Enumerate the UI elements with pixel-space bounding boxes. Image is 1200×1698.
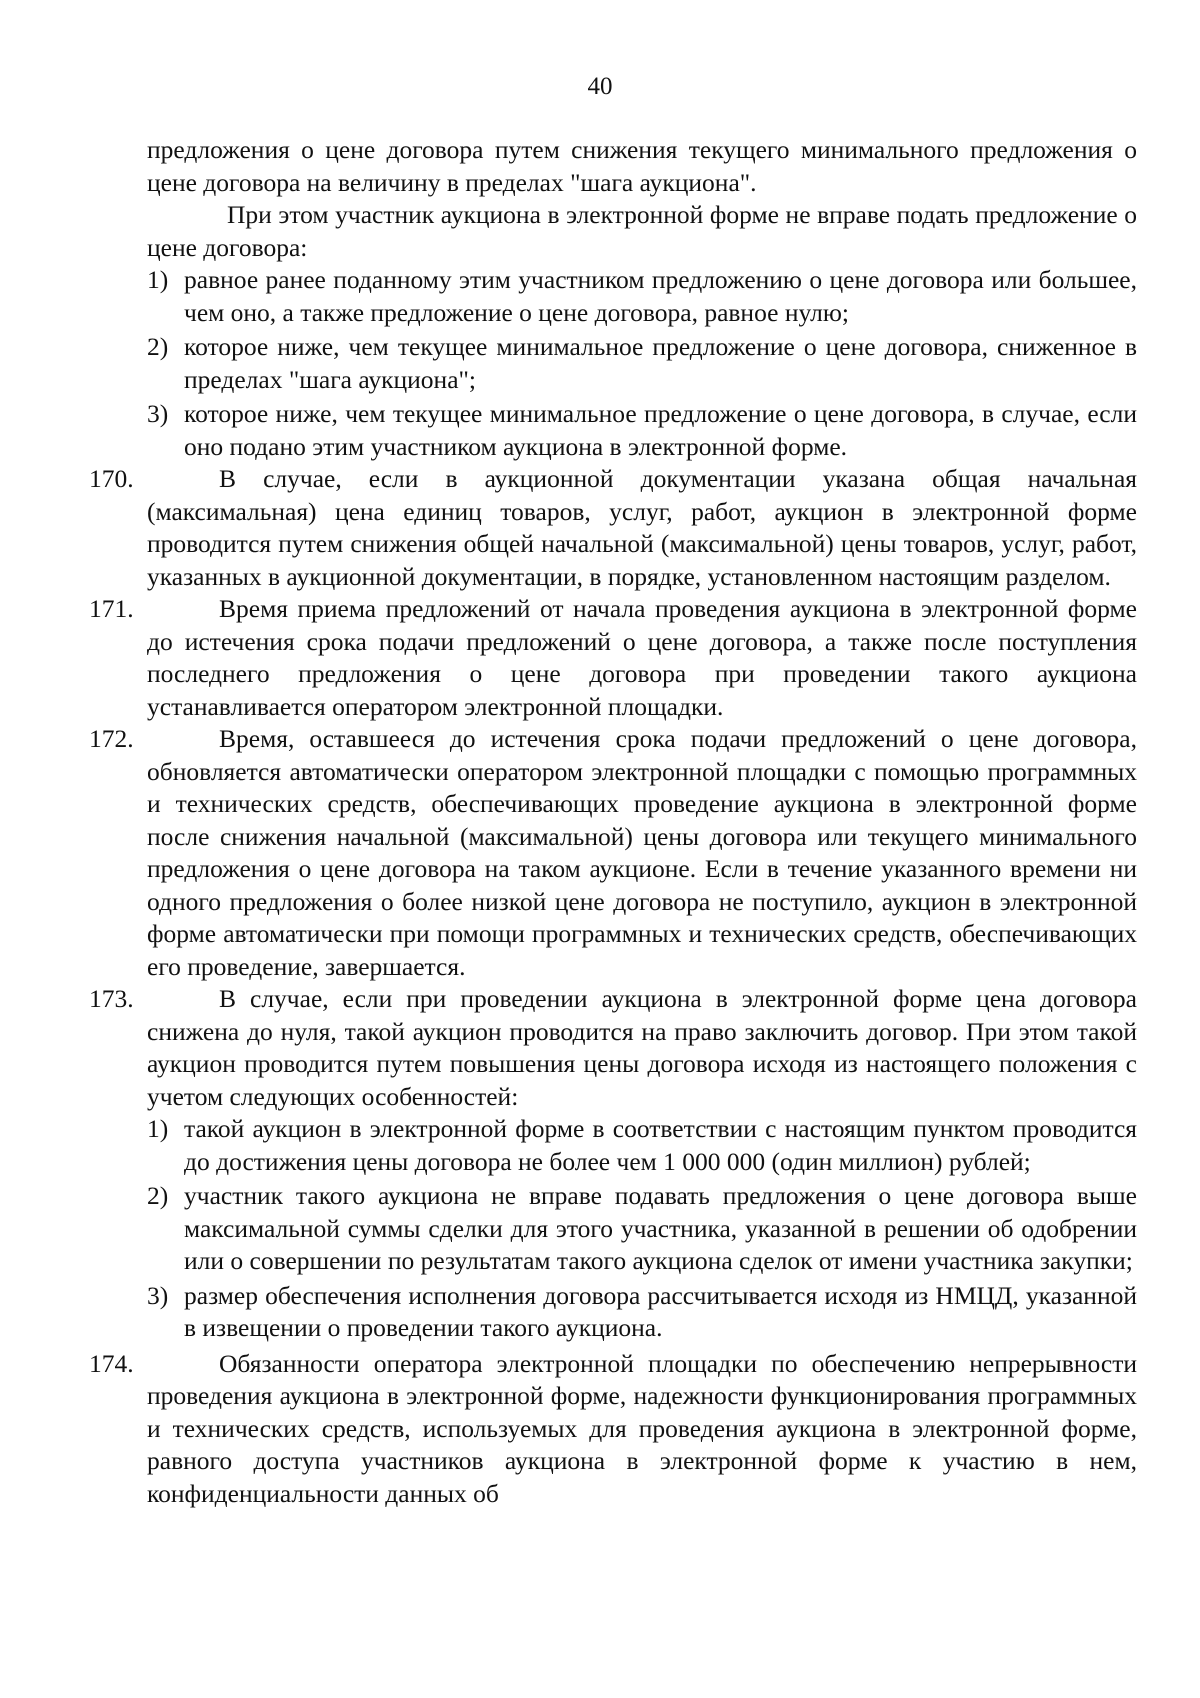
list-item-number: 2) — [147, 332, 169, 361]
clause-170 — [89, 463, 1137, 593]
clause-number: 171. — [89, 594, 134, 623]
clause-171 — [89, 593, 1137, 723]
clause-174 — [89, 1348, 1137, 1511]
list-item-text: которое ниже, чем текущее минимальное предложение о цене договора, сниженное в пределах "шага аукциона"; — [184, 332, 1137, 394]
list-item-number: 1) — [147, 1114, 169, 1143]
list-item — [147, 398, 1137, 463]
list-item-number: 2) — [147, 1181, 169, 1210]
intro-paragraph: При этом участник аукциона в электронной форме не вправе подать предложение о цене договора: — [147, 200, 1137, 262]
list-item — [147, 1280, 1137, 1345]
clause-number: 170. — [89, 464, 134, 493]
list-item-text: которое ниже, чем текущее минимальное предложение о цене договора, в случае, если оно подано этим участником аукциона в электронной форме. — [184, 399, 1137, 461]
list-item — [147, 264, 1137, 329]
document-body — [89, 134, 1137, 1510]
list-item-text: участник такого аукциона не вправе подавать предложения о цене договора выше максимальной суммы сделки для этого участника, указанной в решении об одобрении или о совершении по результатам такого аукциона сделок от имени участника закупки; — [184, 1181, 1137, 1275]
list-item-number: 3) — [147, 1280, 169, 1310]
clause-text: В случае, если при проведении аукциона в электронной форме цена договора снижена до нуля, такой аукцион проводится на право заключить договор. При этом такой аукцион проводится путем повышения цены договора исходя из настоящего положения с учетом следующих особенностей: — [147, 984, 1137, 1111]
list-item-text: размер обеспечения исполнения договора рассчитывается исходя из НМЦД, указанной в извещении о проведении такого аукциона. — [184, 1280, 1137, 1342]
page-number: 40 — [587, 73, 613, 100]
list-item — [147, 1113, 1137, 1178]
clause-number: 172. — [89, 724, 134, 753]
clause-text: Обязанности оператора электронной площадки по обеспечению непрерывности проведения аукциона в электронной форме, надежности функционирования программных и технических средств, используемых для проведения аукциона в электронной форме, равного доступа участников аукциона в электронной форме к участию в нем, конфиденциальности данных об — [147, 1348, 1137, 1508]
intro-continuation: предложения о цене договора путем снижения текущего минимального предложения о цене договора на величину в пределах "шага аукциона". — [147, 135, 1137, 197]
clause-172 — [89, 723, 1137, 983]
clause-number: 173. — [89, 984, 134, 1013]
clause-number: 174. — [89, 1348, 134, 1378]
list-item-number: 1) — [147, 265, 169, 294]
list-item — [147, 331, 1137, 396]
list-item-number: 3) — [147, 399, 169, 428]
clause-text: В случае, если в аукционной документации указана общая начальная (максимальная) цена единиц товаров, услуг, работ, аукцион в электронной форме проводится путем снижения общей начальной (максимальной) цены товаров, услуг, работ, указанных в аукционной документации, в порядке, установленном настоящим разделом. — [147, 464, 1137, 591]
list-item-text: равное ранее поданному этим участником предложению о цене договора или большее, чем оно, а также предложение о цене договора, равное нулю; — [184, 265, 1137, 327]
list-item — [147, 1180, 1137, 1278]
clause-text: Время приема предложений от начала проведения аукциона в электронной форме до истечения срока подачи предложений о цене договора, а также после поступления последнего предложения о цене договора при проведении такого аукциона устанавливается оператором электронной площадки. — [147, 594, 1137, 721]
clause-173 — [89, 983, 1137, 1113]
list-item-text: такой аукцион в электронной форме в соответствии с настоящим пунктом проводится до достижения цены договора не более чем 1 000 000 (один миллион) рублей; — [184, 1114, 1137, 1176]
clause-text: Время, оставшееся до истечения срока подачи предложений о цене договора, обновляется автоматически оператором электронной площадки с помощью программных и технических средств, обеспечивающих проведение аукциона в электронной форме после снижения начальной (максимальной) цены договора или текущего минимального предложения о цене договора на таком аукционе. Если в течение указанного времени ни одного предложения о более низкой цене договора не поступило, аукцион в электронной форме автоматически при помощи программных и технических средств, обеспечивающих его проведение, завершается. — [147, 724, 1137, 981]
